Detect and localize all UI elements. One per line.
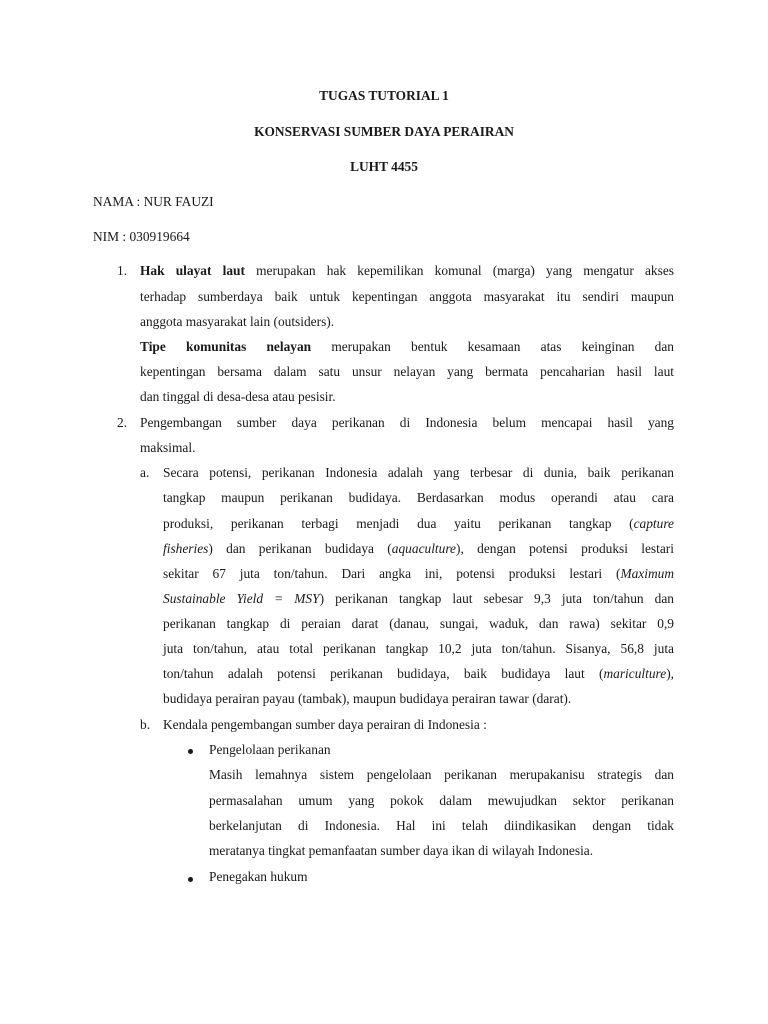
item-1-line-1	[140, 263, 674, 279]
student-name: NAMA : NUR FAUZI	[93, 194, 214, 209]
term-hak-ulayat: Hak ulayat laut	[140, 263, 245, 278]
item-1-para-2-line-1	[140, 339, 674, 355]
sub-b-line-1: Kendala pengembangan sumber daya perairan di Indonesia :	[163, 717, 487, 732]
bullet-2-title: Penegakan hukum	[209, 869, 308, 884]
sub-a-line-8: juta ton/tahun, atau total perikanan tangkap 10,2 juta ton/tahun. Sisanya, 56,8 juta	[163, 641, 674, 656]
item-2-number: 2.	[117, 415, 128, 430]
doc-title: TUGAS TUTORIAL 1	[319, 88, 449, 103]
sub-a-line-3: produksi, perikanan terbagi menjadi dua yaitu perikanan tangkap (capture	[163, 516, 674, 531]
sub-b-letter: b.	[140, 717, 151, 732]
bullet-1-title: Pengelolaan perikanan	[209, 742, 331, 757]
item-1-line-3: anggota masyarakat lain (outsiders).	[140, 314, 335, 329]
sub-a-line-5: sekitar 67 juta ton/tahun. Dari angka ini, potensi produksi lestari (Maximum	[163, 566, 674, 581]
item-1-line-2: terhadap sumberdaya baik untuk kepentingan anggota masyarakat itu sendiri maupun	[140, 289, 674, 304]
sub-a-line-6: Sustainable Yield = MSY) perikanan tangkap laut sebesar 9,3 juta ton/tahun dan	[163, 591, 675, 606]
item-2-line-1: Pengembangan sumber daya perikanan di Indonesia belum mencapai hasil yang	[140, 415, 674, 430]
term-tipe-komunitas: Tipe komunitas nelayan	[140, 339, 312, 354]
item-2-line-2: maksimal.	[140, 440, 196, 455]
sub-a-line-4: fisheries) dan perikanan budidaya (aquaculture), dengan potensi produksi lestari	[163, 541, 674, 556]
item-1-para-2-line-2: kepentingan bersama dalam satu unsur nelayan yang bermata pencaharian hasil laut	[140, 364, 674, 379]
sub-a-line-2: tangkap maupun perikanan budidaya. Berdasarkan modus operandi atau cara	[163, 490, 674, 505]
bullet-1-line-1: Masih lemahnya sistem pengelolaan perikanan merupakanisu strategis dan	[209, 767, 674, 782]
student-nim: NIM : 030919664	[93, 229, 190, 244]
sub-a-line-1: Secara potensi, perikanan Indonesia adalah yang terbesar di dunia, baik perikanan	[163, 465, 674, 480]
bullet-2-dot	[188, 877, 193, 882]
item-1-para-2-line-1-text: merupakan bentuk kesamaan atas keinginan dan	[311, 339, 674, 354]
sub-a-line-9: ton/tahun adalah potensi perikanan budidaya, baik budidaya laut (mariculture),	[163, 666, 674, 681]
bullet-1-line-3: berkelanjutan di Indonesia. Hal ini telah diindikasikan dengan tidak	[209, 818, 674, 833]
item-1-number: 1.	[117, 263, 128, 278]
sub-a-letter: a.	[140, 465, 150, 480]
bullet-1-line-2: permasalahan umum yang pokok dalam mewujudkan sektor perikanan	[209, 793, 674, 808]
item-1-line-1-text: merupakan hak kepemilikan komunal (marga) yang mengatur akses	[244, 263, 674, 278]
course-title: KONSERVASI SUMBER DAYA PERAIRAN	[254, 124, 514, 139]
sub-a-line-10: budidaya perairan payau (tambak), maupun budidaya perairan tawar (darat).	[163, 691, 572, 706]
bullet-1-line-4: meratanya tingkat pemanfaatan sumber daya ikan di wilayah Indonesia.	[209, 843, 594, 858]
course-code: LUHT 4455	[350, 159, 418, 174]
item-1-para-2-line-3: dan tinggal di desa-desa atau pesisir.	[140, 389, 336, 404]
bullet-1-dot	[188, 749, 193, 754]
sub-a-line-7: perikanan tangkap di peraian darat (danau, sungai, waduk, dan rawa) sekitar 0,9	[163, 616, 674, 631]
